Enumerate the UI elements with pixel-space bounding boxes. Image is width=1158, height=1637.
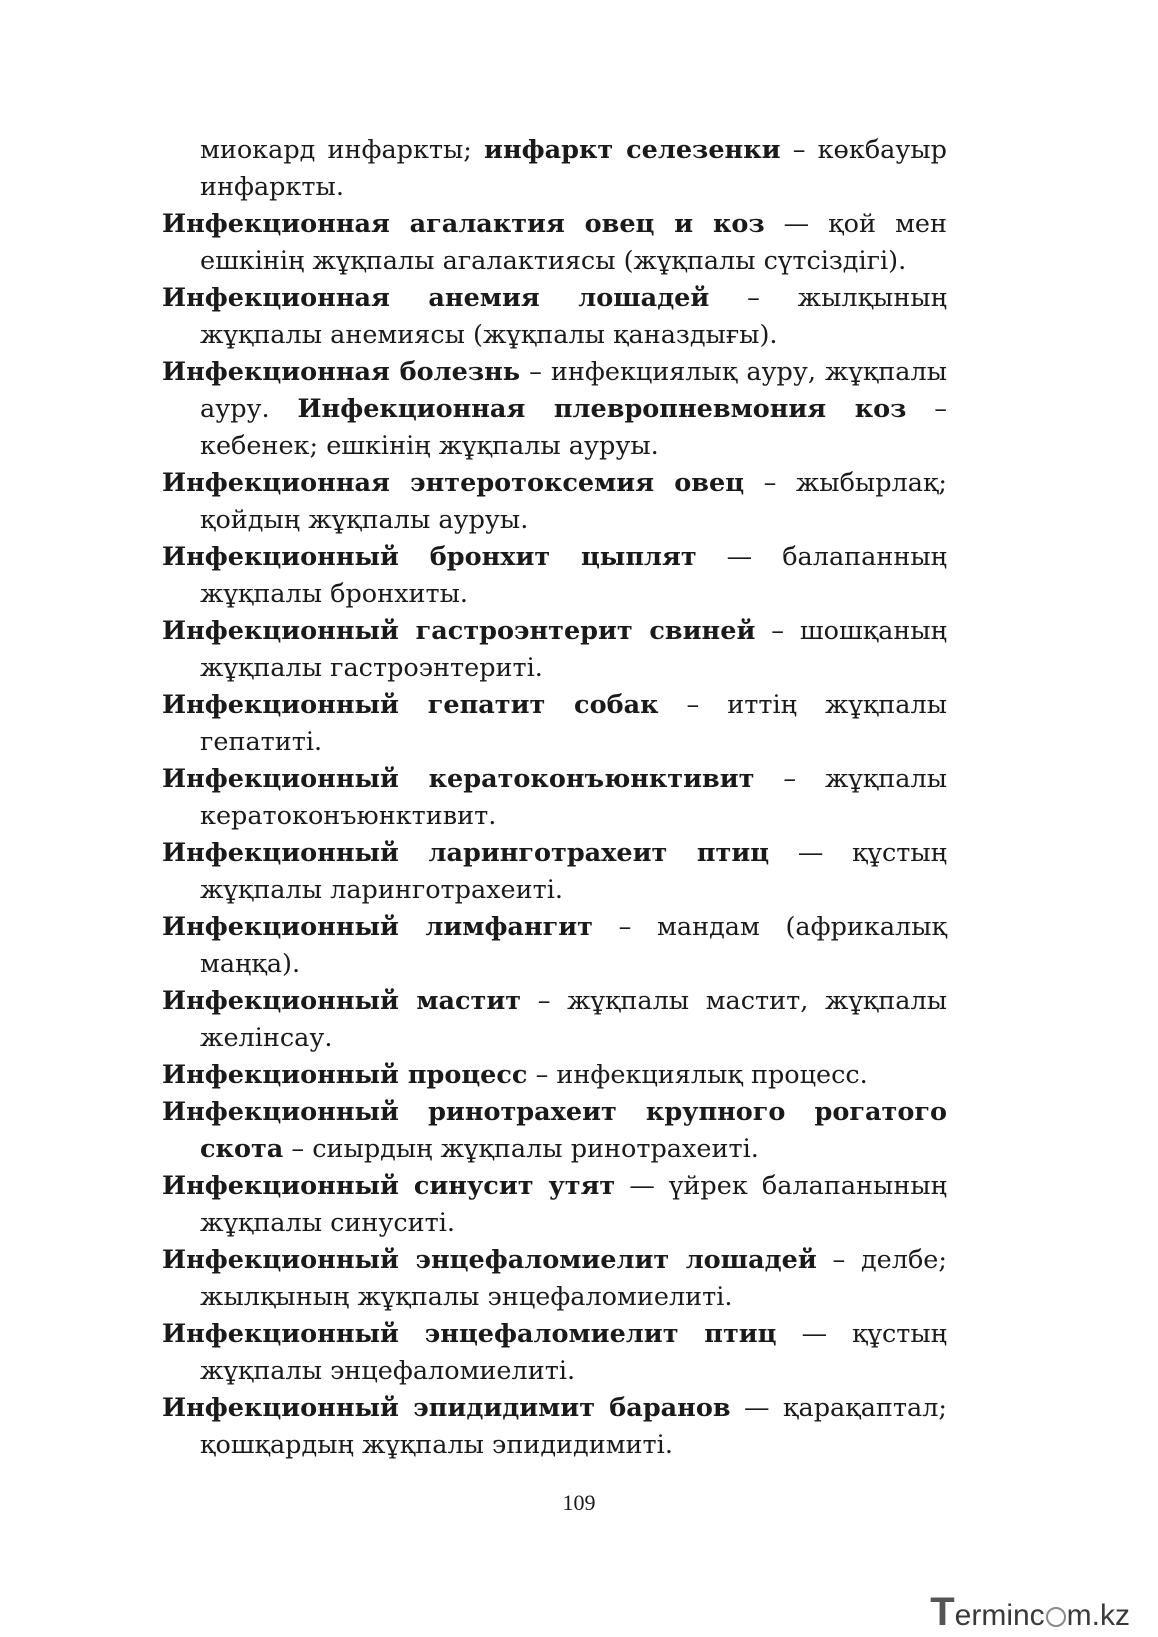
entry-term: Инфекционный эпидидимит баранов	[162, 1393, 731, 1423]
dictionary-entry	[162, 1057, 947, 1094]
entry-term: Инфекционная болезнь	[162, 357, 521, 387]
entry-term: Инфекционная энтеротоксемия овец	[162, 468, 745, 498]
dictionary-entry	[162, 1094, 947, 1168]
entry-definition: – кебенек; ешкінің жұқпалы ауруы.	[200, 394, 947, 461]
entry-definition: – мандам (африкалық маңқа).	[200, 912, 948, 979]
dictionary-entry	[162, 1168, 947, 1242]
dictionary-entry	[162, 835, 947, 909]
entry-definition: — үйрек балапанының жұқпалы синуситі.	[200, 1171, 947, 1238]
dictionary-entry	[162, 465, 947, 539]
dictionary-entry	[162, 206, 947, 280]
entry-term: Инфекционный гепатит собак	[162, 690, 659, 720]
entry-list	[162, 206, 947, 1464]
entry-definition: — қой мен ешкінің жұқпалы агалактиясы (жұқпалы сүтсіздігі).	[200, 209, 947, 276]
entry-term: Инфекционный мастит	[162, 986, 522, 1016]
page-body	[162, 132, 947, 1464]
continued-text: миокард инфаркты;	[200, 135, 485, 165]
entry-term: Инфекционный кератоконъюнктивит	[162, 764, 755, 794]
entry-definition: — қарақаптал; қошқардың жұқпалы эпидидимиті.	[200, 1393, 947, 1460]
site-watermark	[930, 1590, 1130, 1635]
dictionary-entry	[162, 909, 947, 983]
entry-term: Инфекционный процесс	[162, 1060, 528, 1090]
entry-term: Инфекционный ларинготрахеит птиц	[162, 838, 770, 868]
dictionary-entry	[162, 1242, 947, 1316]
watermark-letter: T	[930, 1590, 955, 1634]
entry-definition: – жыбырлақ; қойдың жұқпалы ауруы.	[200, 468, 947, 535]
entry-definition: – көкбауыр инфаркты.	[200, 135, 948, 202]
entry-term: Инфекционный лимфангит	[162, 912, 593, 942]
page-number: 109	[562, 1490, 596, 1515]
entry-definition: — құстың жұқпалы энцефаломиелиті.	[200, 1319, 947, 1386]
dictionary-entry	[162, 1316, 947, 1390]
entry-definition: – делбе; жылқының жұқпалы энцефаломиелиті.	[200, 1245, 947, 1312]
dictionary-entry	[162, 354, 947, 465]
entry-term: Инфекционный синусит утят	[162, 1171, 616, 1201]
entry-term: Инфекционная агалактия овец и коз	[162, 209, 765, 239]
entry-term: Инфекционный бронхит цыплят	[162, 542, 697, 572]
entry-term: Инфекционная плевропневмония коз	[297, 394, 907, 424]
entry-definition: – инфекциялық процесс.	[527, 1060, 868, 1090]
entry-definition: – инфекциялық ауру, жұқпалы ауру.	[200, 357, 947, 424]
entry-definition: – шошқаның жұқпалы гастроэнтериті.	[200, 616, 947, 683]
watermark-text: erminc	[954, 1599, 1045, 1632]
continued-entry	[162, 132, 947, 206]
dictionary-entry	[162, 1390, 947, 1464]
entry-definition: – жылқының жұқпалы анемиясы (жұқпалы қаназдығы).	[200, 283, 947, 350]
dictionary-entry	[162, 280, 947, 354]
magnifier-icon	[1046, 1607, 1066, 1627]
entry-definition: – жұқпалы мастит, жұқпалы желінсау.	[200, 986, 947, 1053]
entry-definition: – жұқпалы кератоконъюнктивит.	[200, 764, 947, 831]
entry-term: Инфекционная анемия лошадей	[162, 283, 710, 313]
entry-definition: – иттің жұқпалы гепатиті.	[200, 690, 947, 757]
dictionary-entry	[162, 539, 947, 613]
entry-term: Инфекционный ринотрахеит крупного рогатого скота	[162, 1097, 947, 1164]
watermark-domain: m.kz	[1066, 1599, 1130, 1632]
entry-term: Инфекционный гастроэнтерит свиней	[162, 616, 756, 646]
entry-definition: — балапанның жұқпалы бронхиты.	[200, 542, 947, 609]
entry-term: инфаркт селезенки	[484, 135, 781, 165]
entry-definition: — құстың жұқпалы ларинготрахеиті.	[200, 838, 947, 905]
dictionary-entry	[162, 687, 947, 761]
dictionary-entry	[162, 983, 947, 1057]
dictionary-entry	[162, 761, 947, 835]
entry-term: Инфекционный энцефаломиелит лошадей	[162, 1245, 817, 1275]
dictionary-entry	[162, 613, 947, 687]
entry-term: Инфекционный энцефаломиелит птиц	[162, 1319, 777, 1349]
entry-definition: – сиырдың жұқпалы ринотрахеиті.	[283, 1134, 759, 1164]
